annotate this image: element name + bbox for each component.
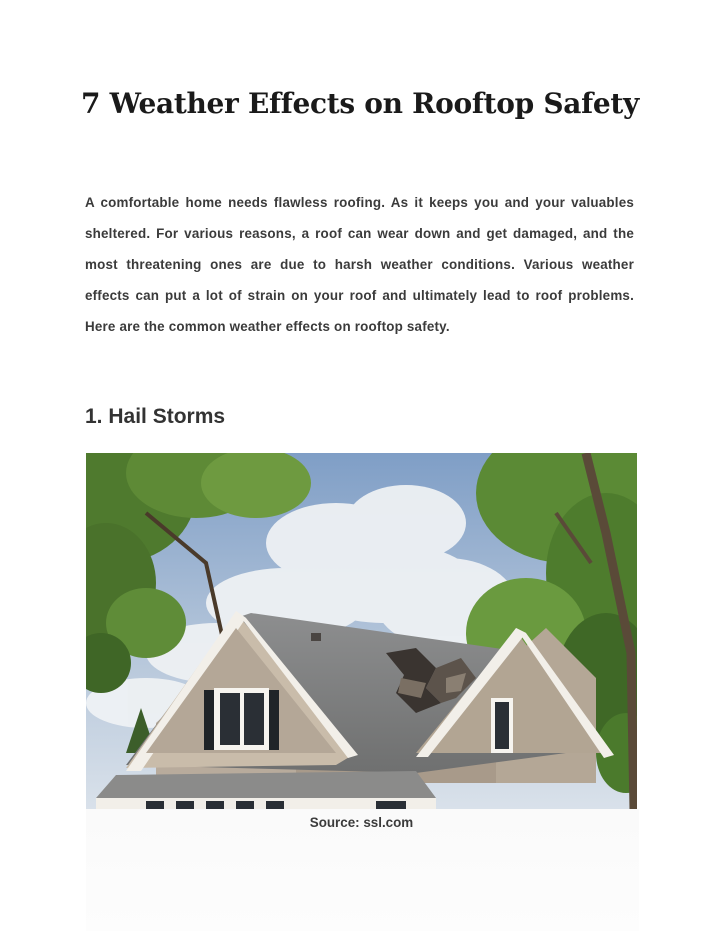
porch-roof	[96, 771, 436, 798]
intro-paragraph: A comfortable home needs flawless roofing. As it keeps you and your valuables sheltered. For various reasons, a roof can wear down and get damaged, and the most threatening ones are due to harsh weather conditions. Various weather effects can put a lot of strain on your roof and ultimately lead to roof problems. Here are the common weather effects on rooftop safety.	[85, 195, 634, 334]
window-right-gable	[491, 698, 513, 753]
house-illustration	[86, 453, 637, 809]
image-caption: Source: ssl.com	[309, 815, 414, 830]
window-left-gable	[204, 688, 279, 750]
section-heading-hail-storms: 1. Hail Storms	[85, 405, 226, 428]
hail-damage-photo	[86, 453, 637, 809]
article-title: 7 Weather Effects on Rooftop Safety	[80, 87, 639, 120]
